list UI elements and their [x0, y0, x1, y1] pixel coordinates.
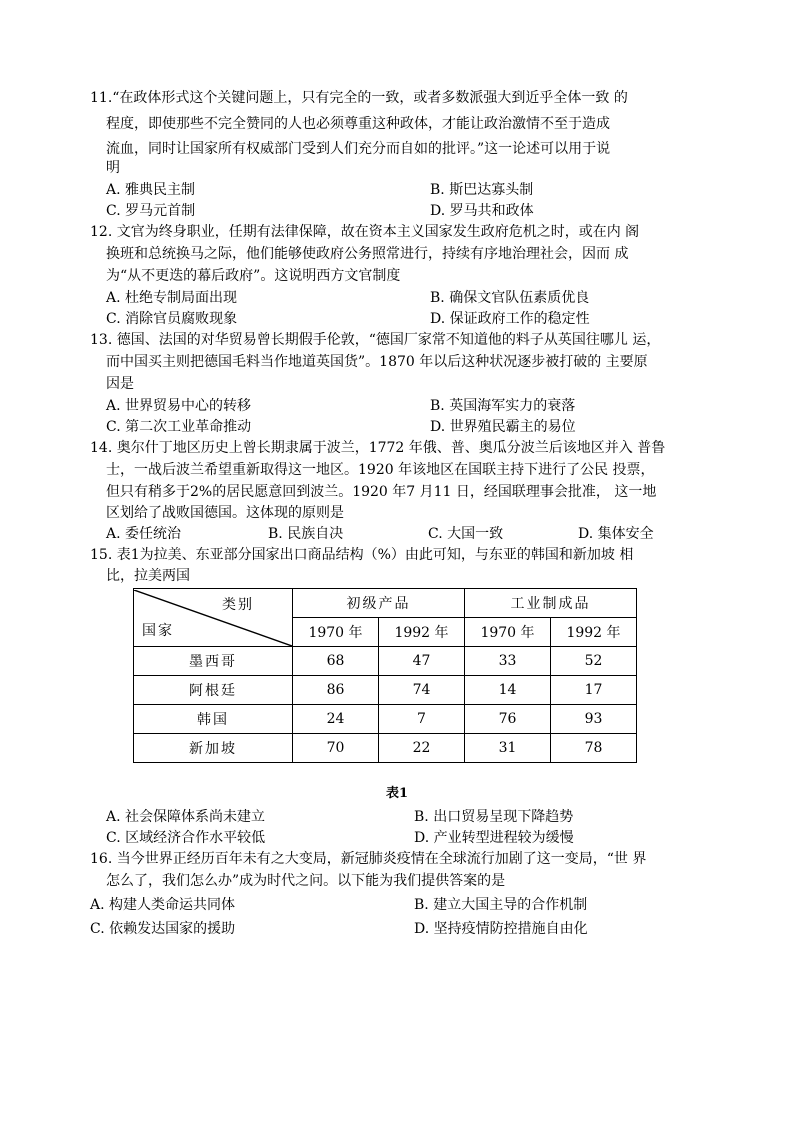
q15-option-c: C. 区域经济合作水平较低 [106, 830, 266, 846]
table-row [134, 647, 637, 676]
q16-stem-line2: 怎么了，我们怎么办”成为时代之问。以下能为我们提供答案的是 [106, 873, 506, 889]
q11-option-b: B. 斯巴达寡头制 [430, 182, 534, 198]
country-cell: 阿根廷 [134, 676, 293, 705]
table-row [134, 676, 637, 705]
value-cell: 22 [379, 734, 465, 763]
q13-option-c: C. 第二次工业革命推动 [106, 419, 252, 435]
value-cell: 93 [551, 705, 637, 734]
header-year: 1992 年 [551, 618, 637, 647]
q14-option-d: D. 集体安全 [578, 526, 654, 542]
value-cell: 68 [293, 647, 379, 676]
q12-stem-line2: 换班和总统换马之际，他们能够使政府公务照常进行，持续有序地治理社会，因而 成 [106, 246, 629, 262]
q12-option-d: D. 保证政府工作的稳定性 [430, 311, 590, 327]
q14-stem-line4: 区划给了战败国德国。这体现的原则是 [106, 505, 344, 521]
q14-stem-line1: 14. 奥尔什丁地区历史上曾长期隶属于波兰，1772 年俄、普、奥瓜分波兰后该地区并入 普鲁 [90, 440, 666, 456]
q12-stem-line1: 12. 文官为终身职业，任期有法律保障，故在资本主义国家发生政府危机之时，或在内 阁 [90, 224, 640, 240]
q15-option-a: A. 社会保障体系尚未建立 [106, 809, 266, 825]
table-corner-cell [134, 589, 293, 647]
table-caption: 表1 [386, 786, 409, 801]
q13-stem-line1: 13. 德国、法国的对华贸易曾长期假手伦敦，“德国厂家常不知道他的料子从英国往哪儿 运， [90, 332, 661, 348]
corner-category-label: 类别 [222, 596, 254, 613]
q14-stem-line2: 士，一战后波兰希望重新取得这一地区。1920 年该地区在国联主持下进行了公民 投票， [106, 462, 655, 478]
corner-country-label: 国家 [142, 622, 174, 639]
q13-stem-line3: 因是 [106, 376, 134, 392]
q11-stem-line4: 明 [106, 160, 120, 176]
q14-stem-line3: 但只有稍多于2%的居民愿意回到波兰。1920 年7 月11 日，经国联理事会批准， 这一地 [106, 484, 657, 500]
value-cell: 24 [293, 705, 379, 734]
q12-option-b: B. 确保文官队伍素质优良 [430, 290, 590, 306]
q16-option-a: A. 构建人类命运共同体 [90, 897, 236, 913]
value-cell: 31 [465, 734, 551, 763]
header-primary-products: 初级产品 [293, 589, 465, 618]
q11-option-c: C. 罗马元首制 [106, 203, 196, 219]
value-cell: 14 [465, 676, 551, 705]
value-cell: 7 [379, 705, 465, 734]
value-cell: 33 [465, 647, 551, 676]
q16-option-b: B. 建立大国主导的合作机制 [414, 897, 588, 913]
q16-stem-line1: 16. 当今世界正经历百年未有之大变局，新冠肺炎疫情在全球流行加剧了这一变局，“世 界 [90, 851, 647, 867]
q13-stem-line2: 而中国买主则把德国毛料当作地道英国货”。1870 年以后这种状况逐步被打破的 主要原 [106, 354, 648, 370]
q14-option-a: A. 委任统治 [106, 526, 182, 542]
header-year: 1970 年 [465, 618, 551, 647]
q13-option-d: D. 世界殖民霸主的易位 [430, 419, 576, 435]
export-structure-table [133, 588, 637, 763]
q15-stem-line2: 比，拉美两国 [106, 568, 190, 584]
country-cell: 新加坡 [134, 734, 293, 763]
q11-stem-line2: 程度，即使那些不完全赞同的人也必须尊重这种政体，才能让政治激情不至于造成 [106, 116, 610, 132]
q12-stem-line3: 为“从不更迭的幕后政府”。这说明西方文官制度 [106, 268, 401, 284]
country-cell: 韩国 [134, 705, 293, 734]
q15-option-d: D. 产业转型进程较为缓慢 [414, 830, 574, 846]
value-cell: 70 [293, 734, 379, 763]
header-manufactured-goods: 工业制成品 [465, 589, 637, 618]
value-cell: 74 [379, 676, 465, 705]
value-cell: 78 [551, 734, 637, 763]
table-row [134, 705, 637, 734]
q16-option-c: C. 依赖发达国家的援助 [90, 921, 236, 937]
value-cell: 17 [551, 676, 637, 705]
table-row [134, 734, 637, 763]
q13-option-b: B. 英国海军实力的衰落 [430, 398, 576, 414]
q11-option-d: D. 罗马共和政体 [430, 203, 534, 219]
q12-option-a: A. 杜绝专制局面出现 [106, 290, 238, 306]
value-cell: 76 [465, 705, 551, 734]
q15-option-b: B. 出口贸易呈现下降趋势 [414, 809, 574, 825]
value-cell: 47 [379, 647, 465, 676]
q11-stem-line1: 11.“在政体形式这个关键问题上，只有完全的一致，或者多数派强大到近乎全体一致 的 [90, 90, 628, 106]
header-year: 1970 年 [293, 618, 379, 647]
q14-option-b: B. 民族自决 [268, 526, 344, 542]
country-cell: 墨西哥 [134, 647, 293, 676]
q11-option-a: A. 雅典民主制 [106, 182, 196, 198]
value-cell: 86 [293, 676, 379, 705]
q14-option-c: C. 大国一致 [428, 526, 504, 542]
header-year: 1992 年 [379, 618, 465, 647]
q13-option-a: A. 世界贸易中心的转移 [106, 398, 252, 414]
q15-stem-line1: 15. 表1为拉美、东亚部分国家出口商品结构（%）由此可知，与东亚的韩国和新加坡 相 [90, 547, 634, 563]
q11-stem-line3: 流血，同时让国家所有权威部门受到人们充分而自如的批评。”这一论述可以用于说 [106, 141, 611, 157]
value-cell: 52 [551, 647, 637, 676]
q16-option-d: D. 坚持疫情防控措施自由化 [414, 921, 588, 937]
q12-option-c: C. 消除官员腐败现象 [106, 311, 238, 327]
